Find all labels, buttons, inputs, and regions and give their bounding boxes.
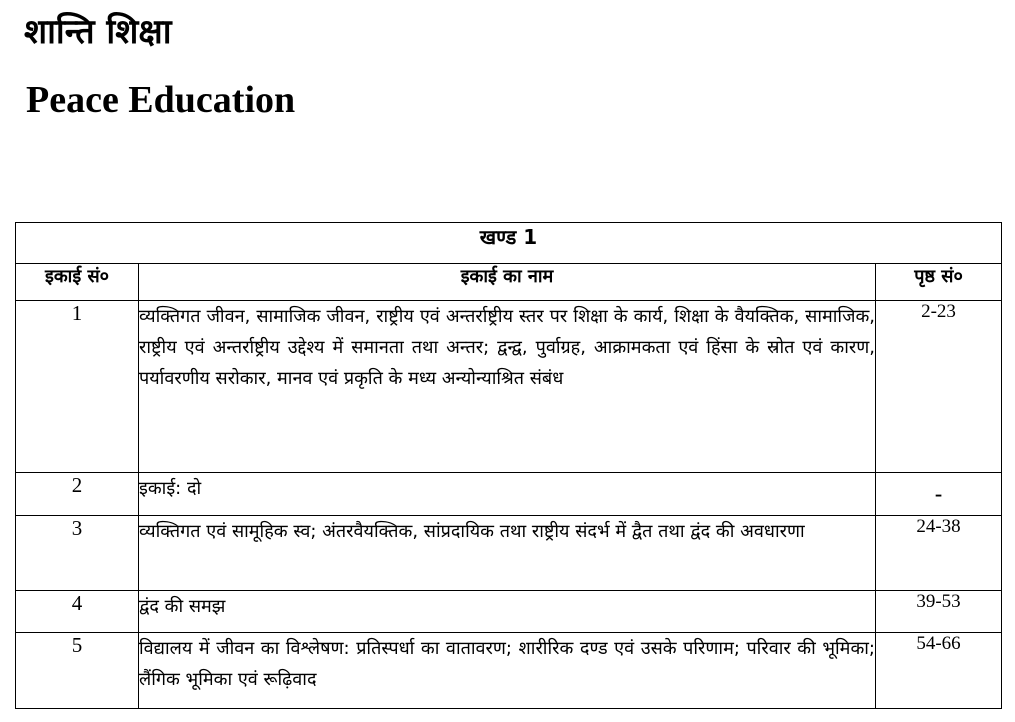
- page-range: 2-23: [876, 301, 1002, 473]
- header-row: [16, 264, 1002, 301]
- unit-number: 3: [16, 516, 139, 591]
- header-page-no: पृष्ठ सं०: [876, 264, 1002, 301]
- unit-number: 4: [16, 591, 139, 633]
- header-unit-no: इकाई सं०: [16, 264, 139, 301]
- unit-name: व्यक्तिगत एवं सामूहिक स्व; अंतरवैयक्तिक, सांप्रदायिक तथा राष्ट्रीय संदर्भ में द्वैत तथा द्वंद की अवधारणा: [139, 516, 876, 591]
- table-row: [16, 516, 1002, 591]
- unit-name: इकाई: दो: [139, 473, 876, 516]
- document-title-hindi: शान्ति शिक्षा: [24, 12, 172, 52]
- table-row: [16, 591, 1002, 633]
- page-range: -: [876, 473, 1002, 516]
- header-unit-name: इकाई का नाम: [139, 264, 876, 301]
- unit-number: 1: [16, 301, 139, 473]
- table-row: [16, 301, 1002, 473]
- units-table: [15, 222, 1002, 709]
- document-title-english: Peace Education: [26, 79, 296, 121]
- unit-number: 2: [16, 473, 139, 516]
- unit-name: विद्यालय में जीवन का विश्लेषण: प्रतिस्पर्धा का वातावरण; शारीरिक दण्ड एवं उसके परिणाम; परिवार की भूमिका; लैंगिक भूमिका एवं रूढ़िवाद: [139, 633, 876, 709]
- table-row: [16, 473, 1002, 516]
- table-row: [16, 633, 1002, 709]
- page-range: 54-66: [876, 633, 1002, 709]
- block-heading-row: [16, 223, 1002, 264]
- page-range: 39-53: [876, 591, 1002, 633]
- block-heading: खण्ड 1: [16, 223, 1002, 264]
- page-range: 24-38: [876, 516, 1002, 591]
- unit-number: 5: [16, 633, 139, 709]
- unit-name: व्यक्तिगत जीवन, सामाजिक जीवन, राष्ट्रीय एवं अन्तर्राष्ट्रीय स्तर पर शिक्षा के कार्य, शिक्षा के वैयक्तिक, सामाजिक, राष्ट्रीय एवं अन्तर्राष्ट्रीय उद्देश्य में समानता तथा अन्तर; द्वन्द्व, पुर्वाग्रह, आक्रामकता एवं हिंसा के स्रोत एवं कारण, पर्यावरणीय सरोकार, मानव एवं प्रकृति के मध्य अन्योन्याश्रित संबंध: [139, 301, 876, 473]
- unit-name: द्वंद की समझ: [139, 591, 876, 633]
